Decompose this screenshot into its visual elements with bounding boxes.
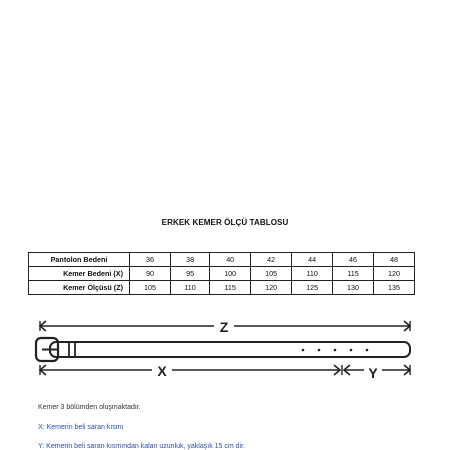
belt-hole [318, 349, 321, 352]
table-cell: 38 [170, 253, 209, 267]
row-label: Kemer Ölçüsü (Z) [29, 281, 130, 295]
table-cell: 46 [333, 253, 374, 267]
belt-keeper [69, 342, 75, 357]
table-cell: 110 [292, 267, 333, 281]
table-cell: 105 [251, 267, 292, 281]
row-label: Pantolon Bedeni [29, 253, 130, 267]
belt-hole [302, 349, 305, 352]
table-cell: 115 [210, 281, 251, 295]
belt-hole [350, 349, 353, 352]
table-row [29, 267, 415, 281]
table-cell: 135 [374, 281, 415, 295]
z-label: Z [219, 319, 229, 335]
page-title: ERKEK KEMER ÖLÇÜ TABLOSU [161, 218, 289, 227]
table-cell: 40 [210, 253, 251, 267]
table-cell: 48 [374, 253, 415, 267]
table-cell: 95 [170, 267, 209, 281]
table-cell: 110 [170, 281, 209, 295]
table-cell: 90 [130, 267, 171, 281]
belt-holes [302, 349, 369, 352]
table-row [29, 253, 415, 267]
table-cell: 130 [333, 281, 374, 295]
belt-strap [50, 342, 410, 357]
note-intro: Kemer 3 bölümden oluşmaktadır. [38, 404, 141, 411]
table-cell: 42 [251, 253, 292, 267]
note-y-description: Y: Kemerin beli saran kısmından kalan uzunluk, yaklaşık 15 cm dir. [38, 443, 245, 450]
table-cell: 120 [251, 281, 292, 295]
table-row [29, 281, 415, 295]
row-label: Kemer Bedeni (X) [29, 267, 130, 281]
y-label: Y [368, 365, 378, 381]
table-cell: 115 [333, 267, 374, 281]
table-cell: 105 [130, 281, 171, 295]
table-cell: 100 [210, 267, 251, 281]
note-x-description: X: Kemerin beli saran kısmı [38, 424, 124, 431]
size-table [28, 252, 415, 295]
belt-hole [334, 349, 337, 352]
x-label: X [157, 363, 167, 379]
table-cell: 120 [374, 267, 415, 281]
table-cell: 125 [292, 281, 333, 295]
belt-hole [366, 349, 369, 352]
belt-diagram [0, 312, 450, 384]
table-cell: 44 [292, 253, 333, 267]
table-cell: 36 [130, 253, 171, 267]
